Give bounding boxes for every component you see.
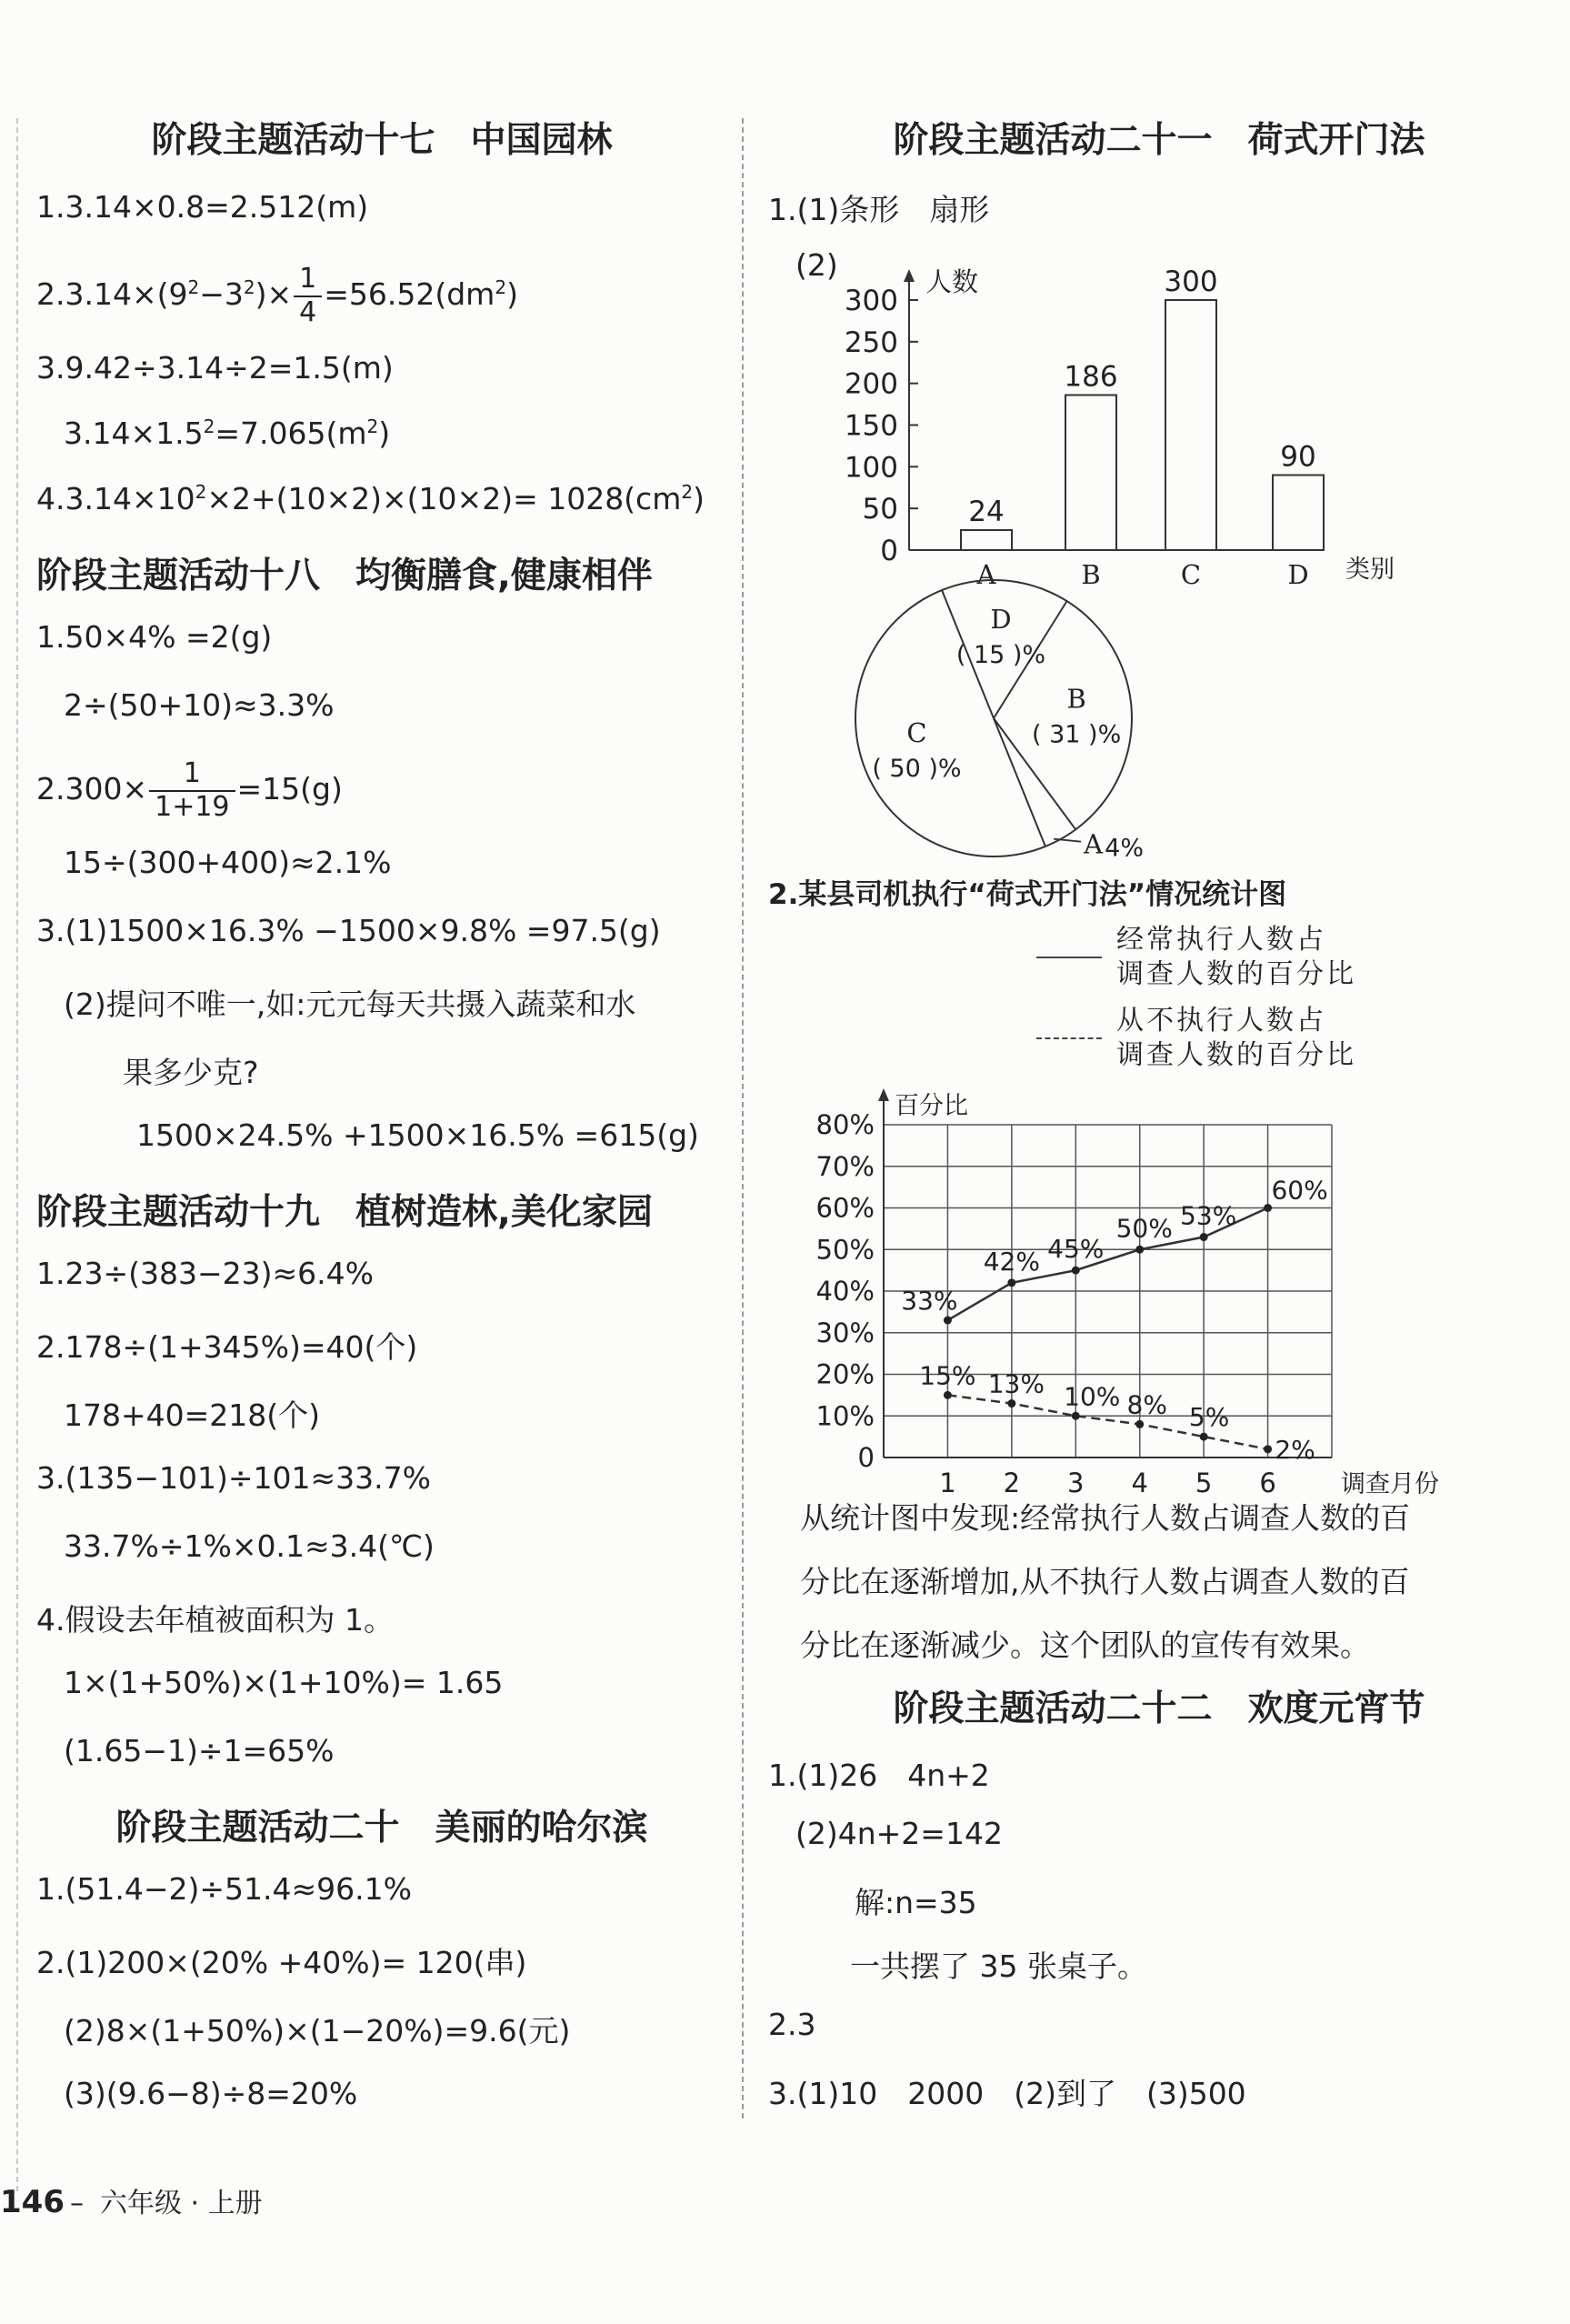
bar-y-tick-label: 0 bbox=[880, 535, 898, 567]
pie-slice-label-B: B bbox=[1066, 683, 1086, 715]
s17-line-3: 3.9.42÷3.14÷2=1.5(m) bbox=[36, 350, 394, 386]
bar-y-tick-label: 100 bbox=[844, 451, 898, 485]
s22-line-2: (2)4n+2=142 bbox=[795, 1816, 1003, 1851]
bar-chart-block bbox=[768, 236, 1550, 590]
line-y-tick-label: 30% bbox=[815, 1317, 875, 1348]
s20-line-1: 1.(51.4−2)÷51.4≈96.1% bbox=[36, 1871, 412, 1907]
bar-category-label: C bbox=[1180, 559, 1202, 590]
s18-line-5: 3.(1)1500×16.3% −1500×9.8% =97.5(g) bbox=[36, 913, 661, 948]
s19-line-7: 1×(1+50%)×(1+10%)= 1.65 bbox=[64, 1665, 504, 1700]
s22-line-3: 解:n=35 bbox=[855, 1885, 977, 1920]
s18-line-6: (2)提问不唯一,如:元元每天共摄入蔬菜和水 bbox=[64, 987, 636, 1022]
line-point bbox=[1072, 1267, 1080, 1275]
s19-line-1: 1.23÷(383−23)≈6.4% bbox=[36, 1256, 374, 1291]
page-footer: 146 – 六年级 · 上册 bbox=[0, 2184, 263, 2220]
s21-q1: 1.(1)条形 扇形 bbox=[768, 192, 990, 227]
bar-B bbox=[1065, 396, 1116, 551]
line-point bbox=[944, 1317, 952, 1325]
line-point bbox=[1200, 1433, 1208, 1441]
line-point bbox=[944, 1391, 952, 1399]
line-chart-block bbox=[768, 1077, 1550, 1496]
line-point-label: 2% bbox=[1275, 1434, 1315, 1465]
line-y-tick-label: 60% bbox=[815, 1192, 875, 1224]
left-margin-rule bbox=[16, 118, 18, 2191]
section-18-title: 阶段主题活动十八 均衡膳食,健康相伴 bbox=[36, 556, 653, 596]
line-x-tick-label: 3 bbox=[1067, 1468, 1085, 1498]
s19-line-5: 33.7%÷1%×0.1≈3.4(℃) bbox=[64, 1528, 435, 1564]
pie-slice-percent-B: ( 31 )% bbox=[1032, 720, 1122, 749]
grade-label: 六年级 · 上册 bbox=[99, 2188, 263, 2219]
line-y-tick-label: 40% bbox=[815, 1276, 875, 1307]
s18-line-7: 果多少克? bbox=[123, 1055, 259, 1090]
s20-line-3: (2)8×(1+50%)×(1−20%)=9.6(元) bbox=[64, 2013, 571, 2049]
line-x-tick-label: 2 bbox=[1003, 1468, 1021, 1498]
line-point bbox=[1007, 1399, 1015, 1407]
legend-solid: 经常执行人数占 调查人数的百分比 bbox=[1036, 923, 1550, 991]
line-y-tick-label: 10% bbox=[815, 1400, 875, 1432]
bar-D bbox=[1273, 476, 1324, 551]
s19-line-3: 178+40=218(个) bbox=[64, 1397, 321, 1433]
s19-line-8: (1.65−1)÷1=65% bbox=[64, 1733, 335, 1768]
s17-line-2: $2.3.14\times(9^2-3^2)\times$ $\frac{1}{4}$ $=56.52(dm^2)$ bbox=[36, 263, 518, 328]
s18-line-3: 2.300× $\frac{1}{1+19}$ =15(g) bbox=[36, 757, 343, 823]
bar-C bbox=[1165, 300, 1216, 550]
s17-line-1: 1.3.14×0.8=2.512(m) bbox=[36, 189, 369, 225]
line-chart bbox=[768, 1077, 1550, 1496]
left-column bbox=[36, 109, 727, 2130]
s22-line-1: 1.(1)26 4n+2 bbox=[768, 1758, 990, 1793]
line-y-axis-label: 百分比 bbox=[895, 1092, 968, 1120]
s20-line-4: (3)(9.6−8)÷8=20% bbox=[64, 2076, 358, 2111]
line-point-label: 5% bbox=[1188, 1402, 1230, 1433]
line-point bbox=[1007, 1278, 1015, 1287]
section-20-title: 阶段主题活动二十 美丽的哈尔滨 bbox=[115, 1808, 648, 1848]
line-y-tick-label: 70% bbox=[815, 1150, 875, 1182]
line-point-label: 33% bbox=[901, 1286, 958, 1317]
bar-value-label: 300 bbox=[1164, 265, 1218, 298]
fraction-quarter: $\frac{1}{4}$ bbox=[294, 264, 322, 328]
s18-line-8: 1500×24.5% +1500×16.5% =615(g) bbox=[136, 1117, 699, 1153]
s19-line-4: 3.(135−101)÷101≈33.7% bbox=[36, 1460, 431, 1496]
line-point bbox=[1135, 1420, 1144, 1428]
s18-line-2: 2÷(50+10)≈3.3% bbox=[64, 687, 335, 723]
bar-category-label: A bbox=[976, 559, 996, 590]
pie-chart bbox=[768, 568, 1550, 873]
line-point bbox=[1264, 1445, 1272, 1453]
line-point-label: 53% bbox=[1180, 1200, 1237, 1231]
bar-y-tick-label: 250 bbox=[844, 326, 898, 359]
s18-line-4: 15÷(300+400)≈2.1% bbox=[64, 845, 392, 880]
s17-line-5: $4.3.14\times 10^2\times 2+(10\times 2)\times(10\times 2)= 1028(cm^2)$ bbox=[36, 481, 705, 516]
line-y-arrow bbox=[878, 1088, 889, 1101]
pie-slice-label-D: D bbox=[990, 604, 1012, 636]
column-divider bbox=[742, 118, 744, 2119]
bar-value-label: 24 bbox=[968, 496, 1005, 528]
bar-x-axis-label: 类别 bbox=[1345, 556, 1395, 584]
section-22-title: 阶段主题活动二十二 欢度元宵节 bbox=[893, 1688, 1425, 1729]
bar-y-tick-label: 200 bbox=[844, 367, 898, 401]
pie-slice-percent-C: ( 50 )% bbox=[872, 755, 962, 784]
line-x-axis-label: 调查月份 bbox=[1341, 1470, 1439, 1498]
line-point bbox=[1072, 1412, 1080, 1420]
bar-value-label: 90 bbox=[1280, 440, 1316, 474]
line-y-tick-label: 50% bbox=[815, 1234, 875, 1266]
line-x-tick-label: 6 bbox=[1259, 1468, 1276, 1498]
s21-q1-part2: (2) bbox=[795, 247, 838, 283]
line-point-label: 13% bbox=[987, 1368, 1045, 1399]
line-y-tick-label: 20% bbox=[815, 1358, 875, 1390]
s18-line-1: 1.50×4% =2(g) bbox=[36, 619, 273, 655]
bar-category-label: B bbox=[1081, 559, 1101, 590]
line-point-label: 10% bbox=[1064, 1381, 1121, 1412]
line-point-label: 60% bbox=[1271, 1175, 1328, 1206]
pie-slice-percent-D: ( 15 )% bbox=[955, 641, 1046, 670]
bar-A bbox=[961, 530, 1012, 550]
line-point-label: 15% bbox=[919, 1360, 976, 1391]
pie-slice-percent-A: 4% bbox=[1105, 834, 1144, 863]
s17-line-4: $3.14\times 1.5^2=7.065(m^2)$ bbox=[64, 416, 391, 451]
bar-chart bbox=[768, 236, 1550, 590]
line-y-tick-label: 0 bbox=[857, 1442, 875, 1473]
legend-dashed: 从不执行人数占 调查人数的百分比 bbox=[1036, 1004, 1550, 1072]
s22-line-4: 一共摆了 35 张桌子。 bbox=[850, 1948, 1147, 1984]
bar-y-tick-label: 300 bbox=[844, 285, 898, 317]
bar-y-tick-label: 50 bbox=[862, 493, 898, 526]
bar-y-tick-label: 150 bbox=[844, 409, 898, 443]
line-y-tick-label: 80% bbox=[815, 1109, 875, 1140]
legend-solid-swatch bbox=[1036, 957, 1102, 958]
line-x-tick-label: 5 bbox=[1195, 1468, 1213, 1498]
s22-line-5: 2.3 bbox=[768, 2007, 816, 2042]
bar-value-label: 186 bbox=[1064, 360, 1118, 394]
line-point-label: 45% bbox=[1047, 1234, 1105, 1265]
page-number: 146 bbox=[0, 2184, 65, 2220]
bar-y-axis-label: 人数 bbox=[925, 266, 979, 297]
section-19-title: 阶段主题活动十九 植树造林,美化家园 bbox=[36, 1192, 653, 1233]
legend-dashed-swatch bbox=[1036, 1037, 1102, 1039]
line-x-tick-label: 1 bbox=[939, 1468, 956, 1498]
line-point bbox=[1135, 1246, 1144, 1254]
bar-category-label: D bbox=[1287, 559, 1309, 590]
section-21-title: 阶段主题活动二十一 荷式开门法 bbox=[893, 120, 1425, 161]
pie-slice-label-A: A bbox=[1084, 828, 1104, 860]
bar-y-arrow bbox=[904, 269, 915, 282]
conclusion-paragraph: 从统计图中发现:经常执行人数占调查人数的百 分比在逐渐增加,从不执行人数占调查人数的百 分比在逐渐减少。这个团队的宣传有效果。 bbox=[800, 1500, 1411, 1663]
fraction-one-over-twenty: $\frac{1}{1+19}$ bbox=[149, 758, 235, 823]
right-column bbox=[768, 109, 1550, 2125]
pie-chart-block bbox=[768, 568, 1550, 873]
s20-line-2: 2.(1)200×(20% +40%)= 120(串) bbox=[36, 1945, 527, 1980]
pie-slice-label-C: C bbox=[906, 717, 927, 749]
s21-q2-title: 2.某县司机执行“荷式开门法”情况统计图 bbox=[768, 878, 1287, 911]
line-point-label: 8% bbox=[1126, 1389, 1167, 1420]
line-point bbox=[1200, 1233, 1208, 1241]
s19-line-6: 4.假设去年植被面积为 1。 bbox=[36, 1602, 394, 1638]
line-point-label: 50% bbox=[1115, 1213, 1173, 1244]
line-point-label: 42% bbox=[983, 1246, 1040, 1277]
line-x-tick-label: 4 bbox=[1131, 1468, 1148, 1498]
section-17-title: 阶段主题活动十七 中国园林 bbox=[151, 120, 613, 161]
s22-line-6: 3.(1)10 2000 (2)到了 (3)500 bbox=[768, 2076, 1246, 2111]
s19-line-2: 2.178÷(1+345%)=40(个) bbox=[36, 1329, 418, 1365]
